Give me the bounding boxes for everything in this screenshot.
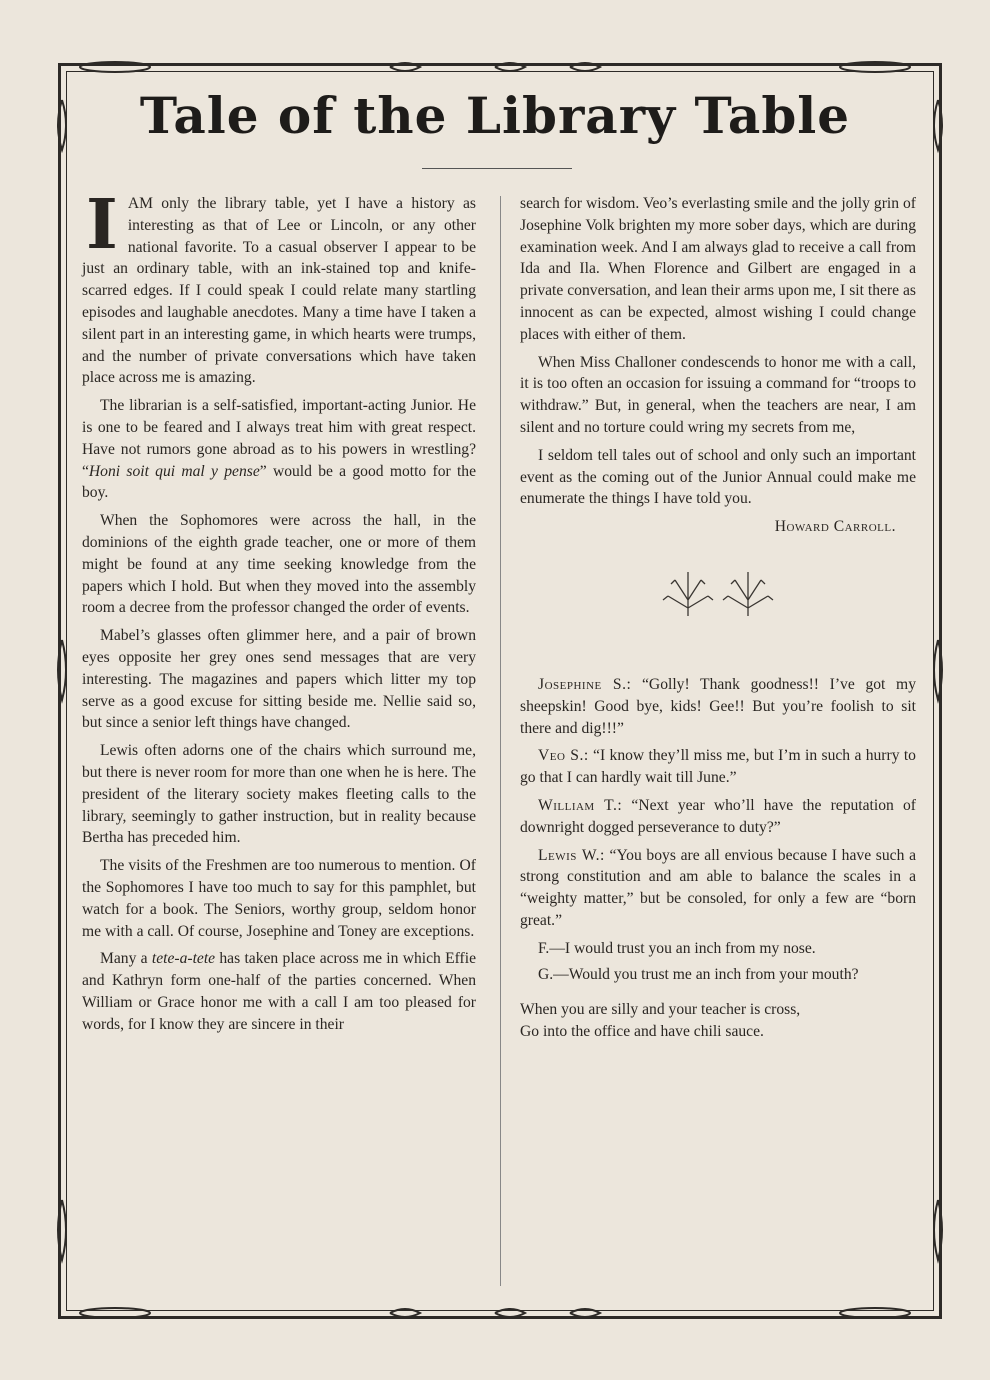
paragraph: IAM only the library table, yet I have a history as interesting as that of Lee or Lincoln, or any other national favorite. To a casual observer I appear to be just an ordinary table, with an ink-stained top and knife-scarred edges. If I could speak I could relate many startling episodes and laughable anecdotes. Many a time have I taken a silent part in an interesting game, in which hearts were trumps, and the number of private conversations which have taken place across me is amazing.	[82, 185, 476, 387]
quote-item: Veo S.: “I know they’ll miss me, but I’m in such a hurry to go that I can hardly wait till June.”	[520, 747, 916, 787]
page-title: Tale of the Library Table	[139, 86, 851, 145]
paragraph: When Miss Challoner condescends to honor me with a call, it is too often an occasion for issuing a command for “troops to withdraw.” But, in general, when the teachers are near, I am silent and no torture could wring my secrets from me,	[520, 353, 916, 436]
exchange-line: F.—I would trust you an inch from my nose.	[538, 939, 816, 957]
paragraph: When the Sophomores were across the hall, in the dominions of the eighth grade teacher, one or more of them might be found at any time seeking knowledge from the papers which I hold. But when they moved into the assembly room a decree from the professor changed the order of events.	[82, 512, 476, 617]
paragraph: I seldom tell tales out of school and only such an important event as the coming out of the Junior Annual could make me enumerate the things I have told you.	[520, 446, 916, 508]
paragraph: Mabel’s glasses often glimmer here, and a pair of brown eyes opposite her grey ones send messages that are very interesting. The magazines and papers which litter my top serve as a good excuse for sitting beside me. Nellie said so, but since a senior left things have changed.	[82, 627, 476, 732]
exchange-line: G.—Would you trust me an inch from your mouth?	[538, 965, 859, 983]
couplet-line: When you are silly and your teacher is cross,	[520, 1001, 801, 1019]
couplet-line: Go into the office and have chili sauce.	[520, 1023, 764, 1041]
quote-item: Josephine S.: “Golly! Thank goodness!! I’ve got my sheepskin! Good bye, kids! Gee!! But you’re foolish to sit there and dig!!!”	[520, 675, 916, 737]
paragraph: Lewis often adorns one of the chairs which surround me, but there is never room for more than one when he is here. The president of the literary society makes fleeting calls to the library, seemingly to gather instruction, but in reality because Bertha has preceded him.	[82, 742, 476, 847]
leaf-pair-icon	[520, 566, 916, 626]
author-signature: Howard Carroll.	[774, 518, 896, 536]
left-column	[82, 185, 476, 1041]
drop-cap: I	[86, 185, 118, 265]
quote-item: Lewis W.: “You boys are all envious because I have such a strong constitution and am able to balance the scales in a “weighty matter,” but be consoled, for only a few are “born great.”	[520, 846, 916, 929]
paragraph: The visits of the Freshmen are too numerous to mention. Of the Sophomores I have too much to say for this pamphlet, but watch for a book. The Seniors, worthy group, seldom honor me with a call. Of course, Josephine and Toney are exceptions.	[82, 857, 476, 940]
paragraph: The librarian is a self-satisfied, important-acting Junior. He is one to be feared and I always treat him with great respect. Have not rumors gone abroad as to his powers in wrestling? “Honi soit qui mal y pense” would be a good motto for the boy.	[82, 397, 476, 502]
paragraph: Many a tete-a-tete has taken place across me in which Effie and Kathryn form one-half of the parties concerned. When William or Grace honor me with a call I am too pleased for words, for I know they are sincere in their	[82, 950, 476, 1033]
column-divider	[500, 196, 501, 1286]
paragraph: search for wisdom. Veo’s everlasting smile and the jolly grin of Josephine Volk brighten my more sober days, which are during examination week. And I am always glad to receive a call from Ida and Ila. When Florence and Gilbert are engaged in a private conversation, and lean their arms upon me, I sit there as innocent as can be expected, almost wishing I could change places with either of them.	[520, 195, 916, 343]
right-column	[520, 193, 916, 1043]
title-divider	[422, 168, 572, 169]
quote-item: William T.: “Next year who’ll have the reputation of downright dogged perseverance to duty?”	[520, 796, 916, 836]
